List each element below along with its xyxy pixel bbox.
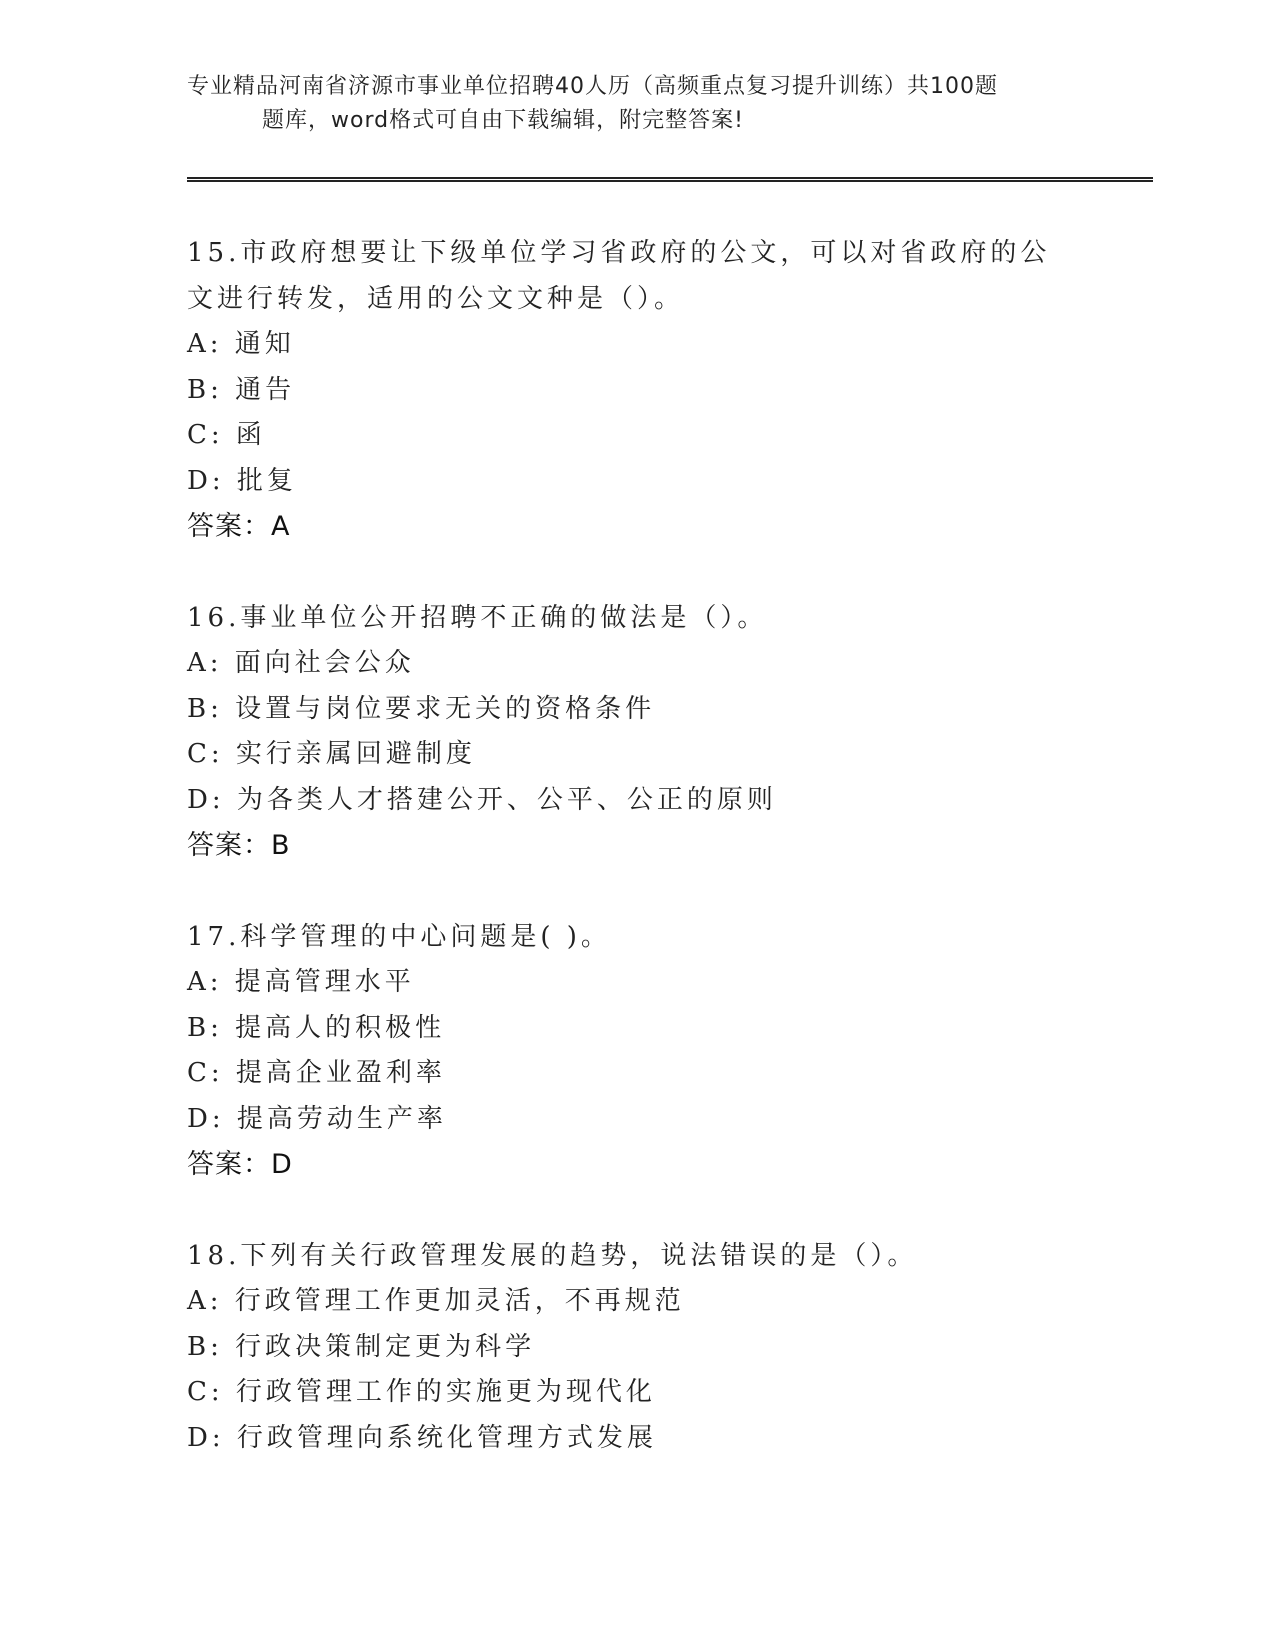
question-15 (187, 230, 1067, 550)
question-17 (187, 914, 1067, 1188)
header-divider (187, 177, 1153, 182)
answer: 答案：B (187, 830, 291, 861)
option-b: B: 通告 (187, 374, 296, 405)
option-d: D: 为各类人才搭建公开、公平、公正的原则 (187, 784, 777, 815)
option-c: C: 提高企业盈利率 (187, 1058, 446, 1088)
option-a: A: 提高管理水平 (187, 967, 415, 997)
option-b: B: 设置与岗位要求无关的资格条件 (187, 693, 656, 724)
document-header (187, 70, 1067, 138)
option-d: D: 行政管理向系统化管理方式发展 (187, 1422, 657, 1453)
question-18 (187, 1233, 1067, 1461)
header-line-1: 专业精品河南省济源市事业单位招聘40人历（高频重点复习提升训练）共100题 (187, 74, 998, 99)
question-text: 15.市政府想要让下级单位学习省政府的公文，可以对省政府的公文进行转发，适用的公文文种是（）。 (187, 238, 1051, 314)
question-text: 18.下列有关行政管理发展的趋势，说法错误的是（）。 (187, 1241, 918, 1271)
option-c: C: 函 (187, 420, 266, 450)
option-d: D: 提高劳动生产率 (187, 1103, 447, 1134)
header-line-2: 题库，word格式可自由下载编辑，附完整答案! (262, 108, 744, 133)
question-text: 16.事业单位公开招聘不正确的做法是（）。 (187, 603, 768, 633)
answer: 答案：D (187, 1149, 293, 1180)
answer: 答案：A (187, 511, 291, 542)
option-b: B: 提高人的积极性 (187, 1012, 446, 1043)
option-d: D: 批复 (187, 465, 297, 496)
option-b: B: 行政决策制定更为科学 (187, 1331, 536, 1362)
option-c: C: 实行亲属回避制度 (187, 739, 476, 769)
option-c: C: 行政管理工作的实施更为现代化 (187, 1377, 656, 1407)
question-list (187, 230, 1067, 1506)
option-a: A: 行政管理工作更加灵活，不再规范 (187, 1286, 685, 1316)
question-text: 17.科学管理的中心问题是( )。 (187, 922, 611, 952)
option-a: A: 面向社会公众 (187, 648, 415, 678)
option-a: A: 通知 (187, 329, 295, 359)
question-16 (187, 595, 1067, 869)
